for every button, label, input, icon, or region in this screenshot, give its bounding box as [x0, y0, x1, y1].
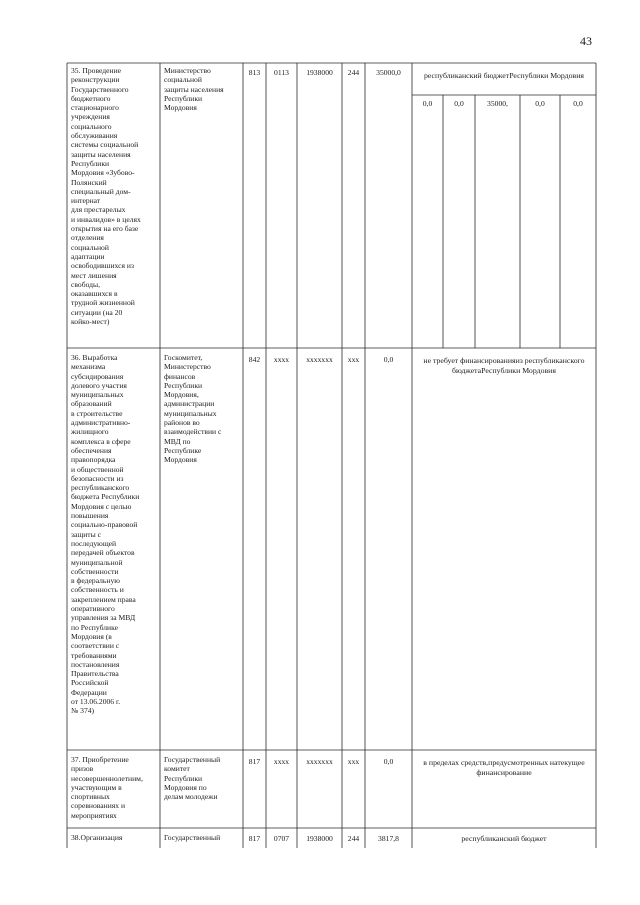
row-36-total: 0,0	[383, 355, 394, 364]
text-line: финансов	[164, 371, 196, 381]
text-line: Правительства	[71, 669, 119, 679]
row-38-executor	[164, 833, 242, 842]
row-35-source	[412, 71, 596, 81]
text-line: правопорядка	[71, 455, 116, 465]
text-line: оказавшихся в	[71, 289, 118, 299]
text-line: защиты населения	[71, 149, 131, 159]
text-line: администрации	[164, 399, 215, 409]
text-line: Мордовия	[164, 103, 197, 113]
text-line: Государственный	[164, 755, 221, 764]
text-line: адаптации	[71, 251, 105, 261]
text-line: социально-правовой	[71, 520, 138, 530]
row-35-year-5: 0,0	[573, 99, 583, 108]
text-line: предусмотренных на	[488, 758, 558, 767]
text-line: повышения	[71, 511, 109, 521]
text-line: Республики	[164, 93, 203, 103]
text-line: стационарного	[71, 103, 119, 113]
text-line: интернат	[71, 196, 101, 206]
text-line: бюджетного	[71, 93, 111, 103]
text-line: реконструкции	[71, 75, 120, 85]
row-35-vr: 244	[347, 68, 360, 77]
text-line: 37. Приобретение	[71, 755, 129, 764]
text-line: Федерации	[71, 687, 107, 697]
text-line: субсидирования	[71, 371, 124, 381]
text-line: Государственный	[164, 833, 221, 842]
text-line: муниципальных	[71, 390, 124, 400]
row-36-rzpr: хххх	[273, 355, 290, 364]
row-36-grbs: 842	[248, 355, 261, 364]
text-line: 38.Организация	[71, 833, 123, 842]
row-35-year-1: 0,0	[422, 99, 433, 108]
text-line: в строительстве	[71, 408, 123, 418]
text-line: Республики	[71, 158, 110, 168]
row-35-year-4: 0,0	[535, 99, 545, 108]
text-line: открытия на его базе	[71, 224, 139, 234]
text-line: учреждения	[71, 112, 110, 122]
text-line: республиканский бюджет	[461, 834, 547, 843]
row-37-name	[71, 755, 159, 820]
text-line: Республики	[164, 380, 203, 390]
row-35-csr: 1938000	[306, 68, 333, 77]
text-line: свободы,	[71, 279, 101, 289]
text-line: и общественной	[71, 464, 124, 474]
text-line: социальной	[164, 75, 202, 85]
text-line: специальный дом-	[71, 186, 131, 196]
row-35-executor	[164, 66, 242, 112]
text-line: механизма	[71, 362, 106, 372]
text-line: последующей	[71, 538, 117, 548]
text-line: ситуации (на 20	[71, 307, 123, 317]
text-line: освободившихся из	[71, 261, 134, 271]
row-35-name	[71, 66, 159, 326]
text-line: передачей объектов	[71, 548, 135, 558]
text-line: текущее финансирование	[476, 758, 585, 777]
text-line: комитет	[164, 764, 190, 774]
text-line: Министерство	[164, 362, 211, 372]
text-line: защиты населения	[164, 84, 224, 94]
text-line: по Республике	[71, 622, 118, 632]
text-line: участвующим в	[71, 782, 122, 792]
text-line: Мордовия (в	[71, 631, 112, 641]
text-line: социального	[71, 121, 112, 131]
text-line: спортивных	[71, 792, 110, 802]
text-line: безопасности из	[71, 473, 124, 483]
text-line: Министерство	[164, 66, 211, 75]
row-35-total: 35000,0	[376, 68, 401, 77]
text-line: комплекса в сфере	[71, 436, 131, 446]
text-line: Республики Мордовия	[481, 366, 556, 375]
text-line: Республике	[164, 445, 202, 455]
row-35-year-2: 0,0	[454, 99, 464, 108]
text-line: защиты с	[71, 529, 101, 539]
row-38-total: 3817,8	[378, 834, 399, 843]
page-number: 43	[580, 34, 592, 48]
row-38-csr: 1938000	[306, 834, 333, 843]
row-35-rzpr: 0113	[274, 68, 289, 77]
text-line: мест лишения	[71, 270, 117, 280]
text-line: муниципальных	[164, 408, 217, 418]
text-line: соревнованиях и	[71, 801, 126, 811]
text-line: не требует финансирования	[423, 356, 516, 365]
text-line: трудной жизненной	[71, 298, 135, 308]
text-line: Мордовия с целью	[71, 501, 132, 511]
text-line: из республиканского бюджета	[452, 356, 585, 375]
text-line: в федеральную	[71, 576, 120, 586]
row-37-rzpr: хххх	[273, 757, 290, 766]
row-38-source	[412, 834, 596, 844]
row-37-executor	[164, 755, 242, 801]
text-line: обеспечения	[71, 445, 112, 455]
text-line: Мордовия по	[164, 782, 207, 792]
row-37-grbs: 817	[248, 757, 261, 766]
text-line: призов	[71, 764, 94, 774]
text-line: собственность и	[71, 585, 124, 595]
text-line: муниципальной	[71, 557, 123, 567]
text-line: койко-мест)	[71, 317, 110, 327]
row-37-csr: ххххххх	[306, 757, 333, 766]
row-36-executor	[164, 353, 242, 465]
text-line: МВД по	[164, 436, 191, 446]
text-line: Республики Мордовия	[509, 71, 584, 80]
row-38-name	[71, 833, 159, 842]
text-line: Мордовия	[164, 455, 197, 465]
text-line: от 13.06.2006 г.	[71, 696, 121, 706]
text-line: Мордовия,	[164, 390, 199, 400]
text-line: Госкомитет,	[164, 353, 203, 362]
text-line: и инвалидов» в целях	[71, 214, 141, 224]
row-37-source	[412, 758, 596, 778]
row-36-name	[71, 353, 159, 716]
text-line: жилищного	[71, 427, 109, 437]
text-line: социальной	[71, 242, 109, 252]
text-line: бюджета Республики	[71, 492, 140, 502]
text-line: управления за МВД	[71, 613, 136, 623]
row-35-grbs: 813	[248, 68, 261, 77]
text-line: Республики	[164, 773, 203, 783]
text-line: несовершеннолетним,	[71, 773, 143, 783]
text-line: Мордовия «Зубово-	[71, 168, 135, 178]
text-line: взаимодействии с	[164, 427, 222, 437]
row-36-vr: ххх	[347, 355, 360, 364]
row-36-source	[412, 356, 596, 376]
text-line: № 374)	[71, 706, 95, 716]
text-line: республиканского	[71, 483, 130, 493]
text-line: постановления	[71, 659, 120, 669]
text-line: 36. Выработка	[71, 353, 118, 362]
row-36-csr: ххххххх	[306, 355, 333, 364]
text-line: районов во	[164, 418, 200, 428]
row-35-year-3: 35000,	[487, 99, 508, 108]
text-line: требованиями	[71, 650, 117, 660]
text-line: административно-	[71, 418, 131, 428]
row-37-vr: ххх	[347, 757, 360, 766]
text-line: для престарелых	[71, 205, 126, 215]
text-line: мероприятиях	[71, 810, 117, 820]
row-38-rzpr: 0707	[273, 834, 290, 843]
text-line: закреплением права	[71, 594, 136, 604]
text-line: Российской	[71, 678, 109, 688]
text-line: соответствии с	[71, 641, 120, 651]
text-line: отделения	[71, 233, 104, 243]
text-line: системы социальной	[71, 140, 139, 150]
text-line: делам молодежи	[164, 792, 218, 802]
text-line: в пределах средств,	[423, 758, 489, 767]
text-line: образований	[71, 399, 112, 409]
row-38-grbs: 817	[248, 834, 261, 843]
text-line: оперативного	[71, 604, 115, 614]
text-line: республиканский бюджет	[424, 71, 510, 80]
text-line: собственности	[71, 566, 119, 576]
text-line: обслуживания	[71, 131, 118, 141]
text-line: 35. Проведение	[71, 66, 122, 75]
text-line: Полянский	[71, 177, 107, 187]
text-line: долевого участия	[71, 380, 127, 390]
text-line: Государственного	[71, 84, 129, 94]
row-37-total: 0,0	[383, 757, 394, 766]
row-38-vr: 244	[347, 834, 360, 843]
